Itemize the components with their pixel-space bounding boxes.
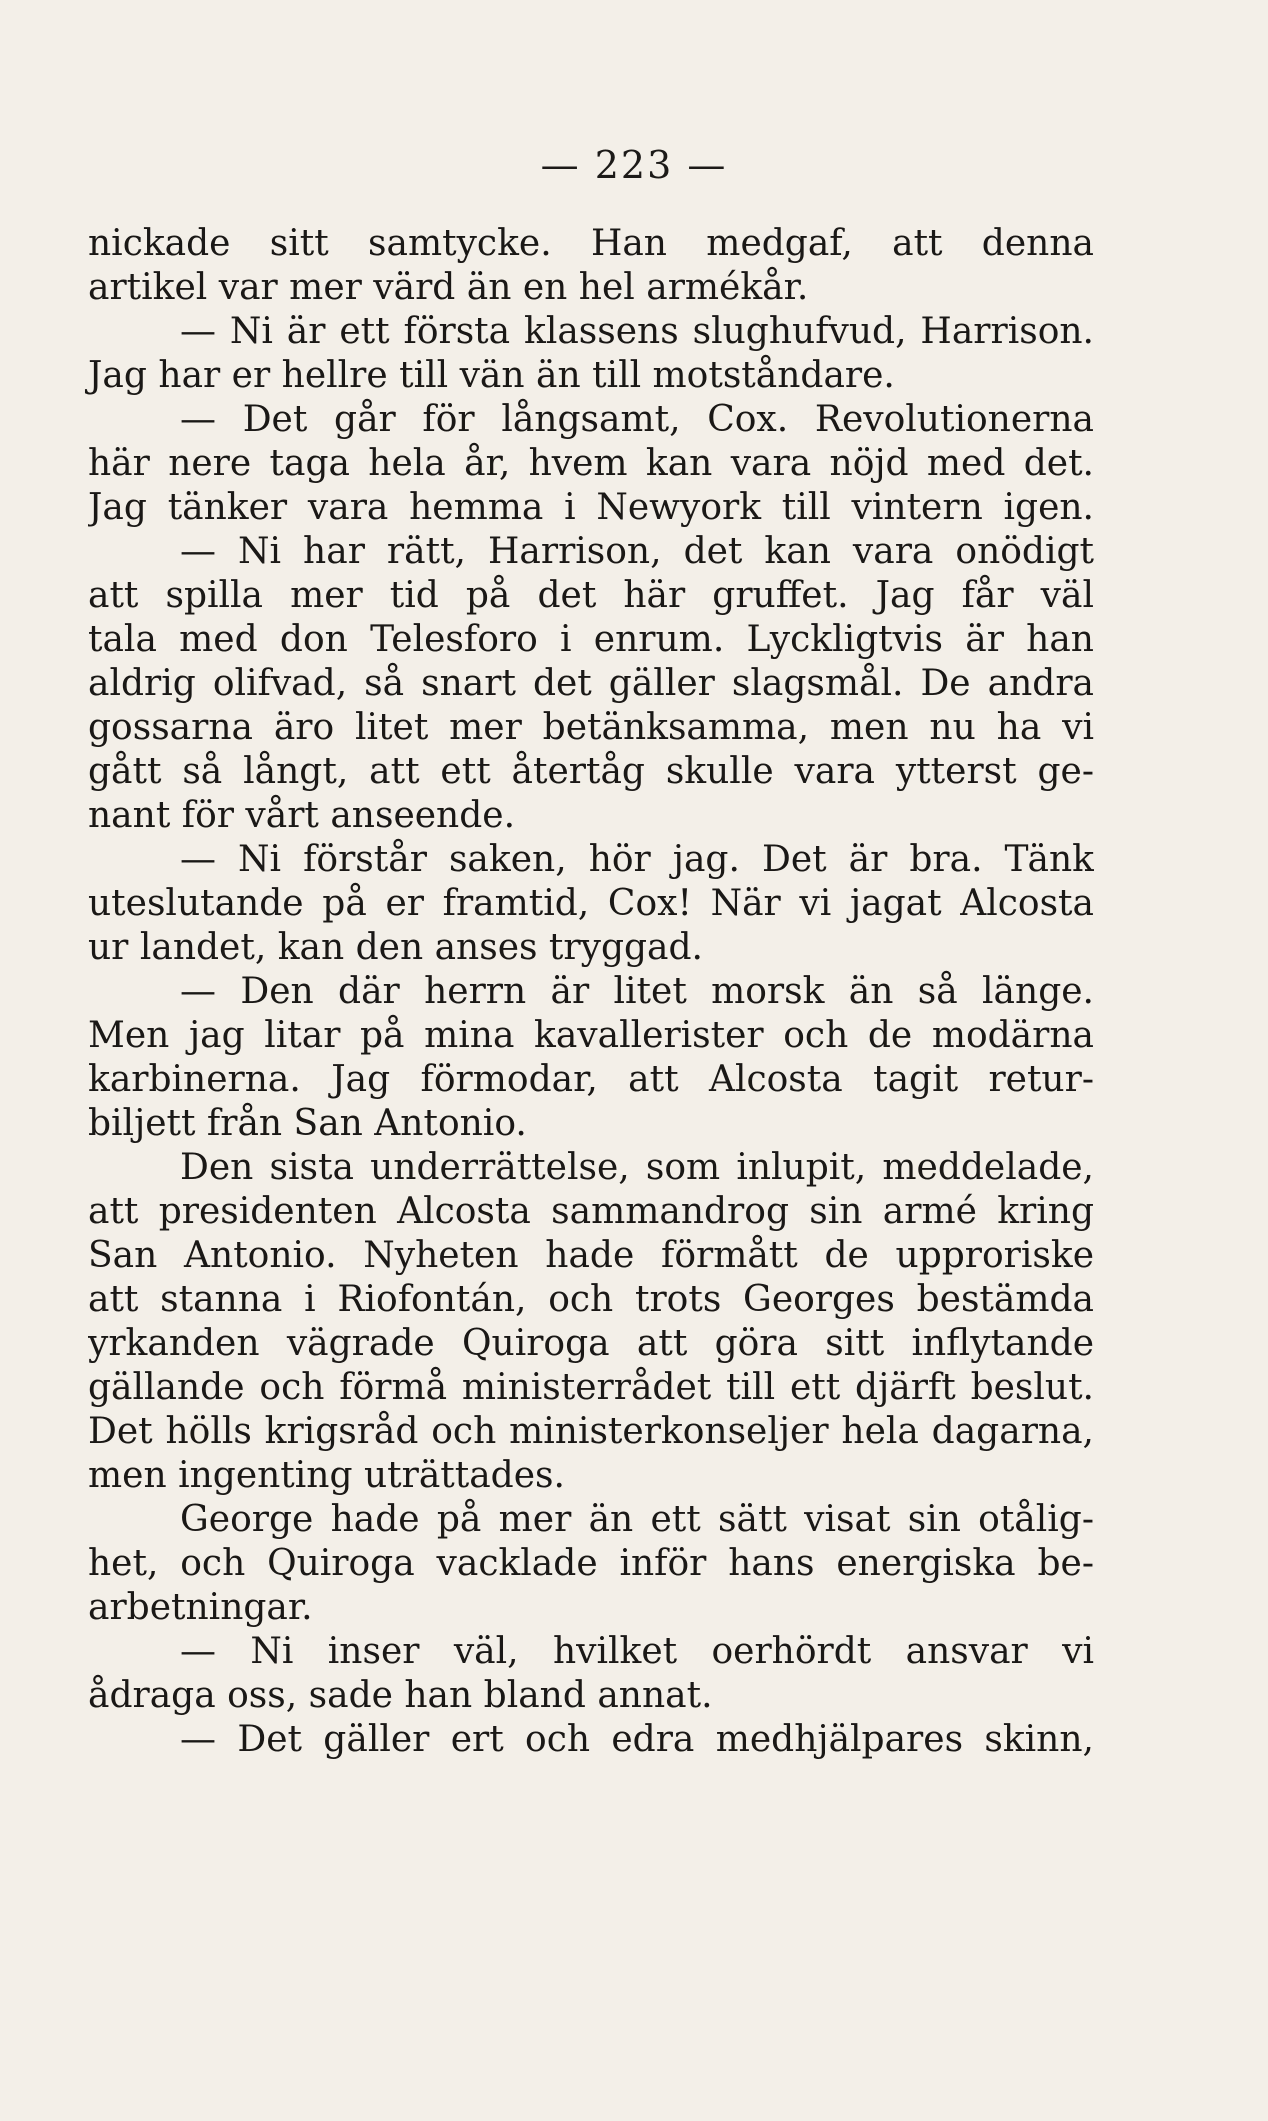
text-line: nickade sitt samtycke. Han medgaf, att denna [88,223,1094,264]
text-line: — Ni förstår saken, hör jag. Det är bra. Tänk [180,839,1094,880]
text-line: Det hölls krigsråd och ministerkonseljer hela dagarna, [88,1411,1094,1452]
text-line: karbinerna. Jag förmodar, att Alcosta tagit retur- [88,1059,1094,1100]
text-line: här nere taga hela år, hvem kan vara nöjd med det. [88,443,1094,484]
text-line: ådraga oss, sade han bland annat. [88,1675,713,1716]
text-line: San Antonio. Nyheten hade förmått de upproriske [88,1235,1094,1276]
text-line: het, och Quiroga vacklade inför hans energiska be- [88,1543,1094,1584]
text-line: George hade på mer än ett sätt visat sin otålig- [180,1499,1094,1540]
text-line: gossarna äro litet mer betänksamma, men nu ha vi [88,707,1094,748]
text-line: — Ni inser väl, hvilket oerhördt ansvar vi [180,1631,1094,1672]
text-line: — Ni är ett första klassens slughufvud, Harrison. [180,311,1094,352]
text-line: Jag tänker vara hemma i Newyork till vintern igen. [88,487,1094,528]
text-line: — Det går för långsamt, Cox. Revolutionerna [180,399,1094,440]
page-body-text [88,222,1094,1762]
text-line: — Det gäller ert och edra medhjälpares skinn, [180,1719,1094,1760]
text-line: att stanna i Riofontán, och trots Georges bestämda [88,1279,1094,1320]
text-line: uteslutande på er framtid, Cox! När vi jagat Alcosta [88,883,1094,924]
text-line: Men jag litar på mina kavallerister och de modärna [88,1015,1094,1056]
text-line: Den sista underrättelse, som inlupit, meddelade, [180,1147,1094,1188]
text-line: ur landet, kan den anses tryggad. [88,927,703,968]
page-number: — 223 — [540,143,728,187]
text-line: biljett från San Antonio. [88,1103,527,1144]
text-line: tala med don Telesforo i enrum. Lyckligtvis är han [88,619,1094,660]
text-line: gällande och förmå ministerrådet till ett djärft beslut. [88,1367,1094,1408]
text-line: — Den där herrn är litet morsk än så länge. [180,971,1094,1012]
text-line: Jag har er hellre till vän än till motståndare. [88,355,895,396]
text-line: artikel var mer värd än en hel armékår. [88,267,809,308]
text-line: nant för vårt anseende. [88,795,516,836]
text-line: att presidenten Alcosta sammandrog sin armé kring [88,1191,1094,1232]
text-line: — Ni har rätt, Harrison, det kan vara onödigt [180,531,1094,572]
text-line: yrkanden vägrade Quiroga att göra sitt inflytande [88,1323,1094,1364]
text-line: att spilla mer tid på det här gruffet. Jag får väl [88,575,1094,616]
text-line: men ingenting uträttades. [88,1455,565,1496]
text-line: aldrig olifvad, så snart det gäller slagsmål. De andra [88,663,1094,704]
text-line: gått så långt, att ett återtåg skulle vara ytterst ge- [88,751,1094,792]
text-line: arbetningar. [88,1587,313,1628]
